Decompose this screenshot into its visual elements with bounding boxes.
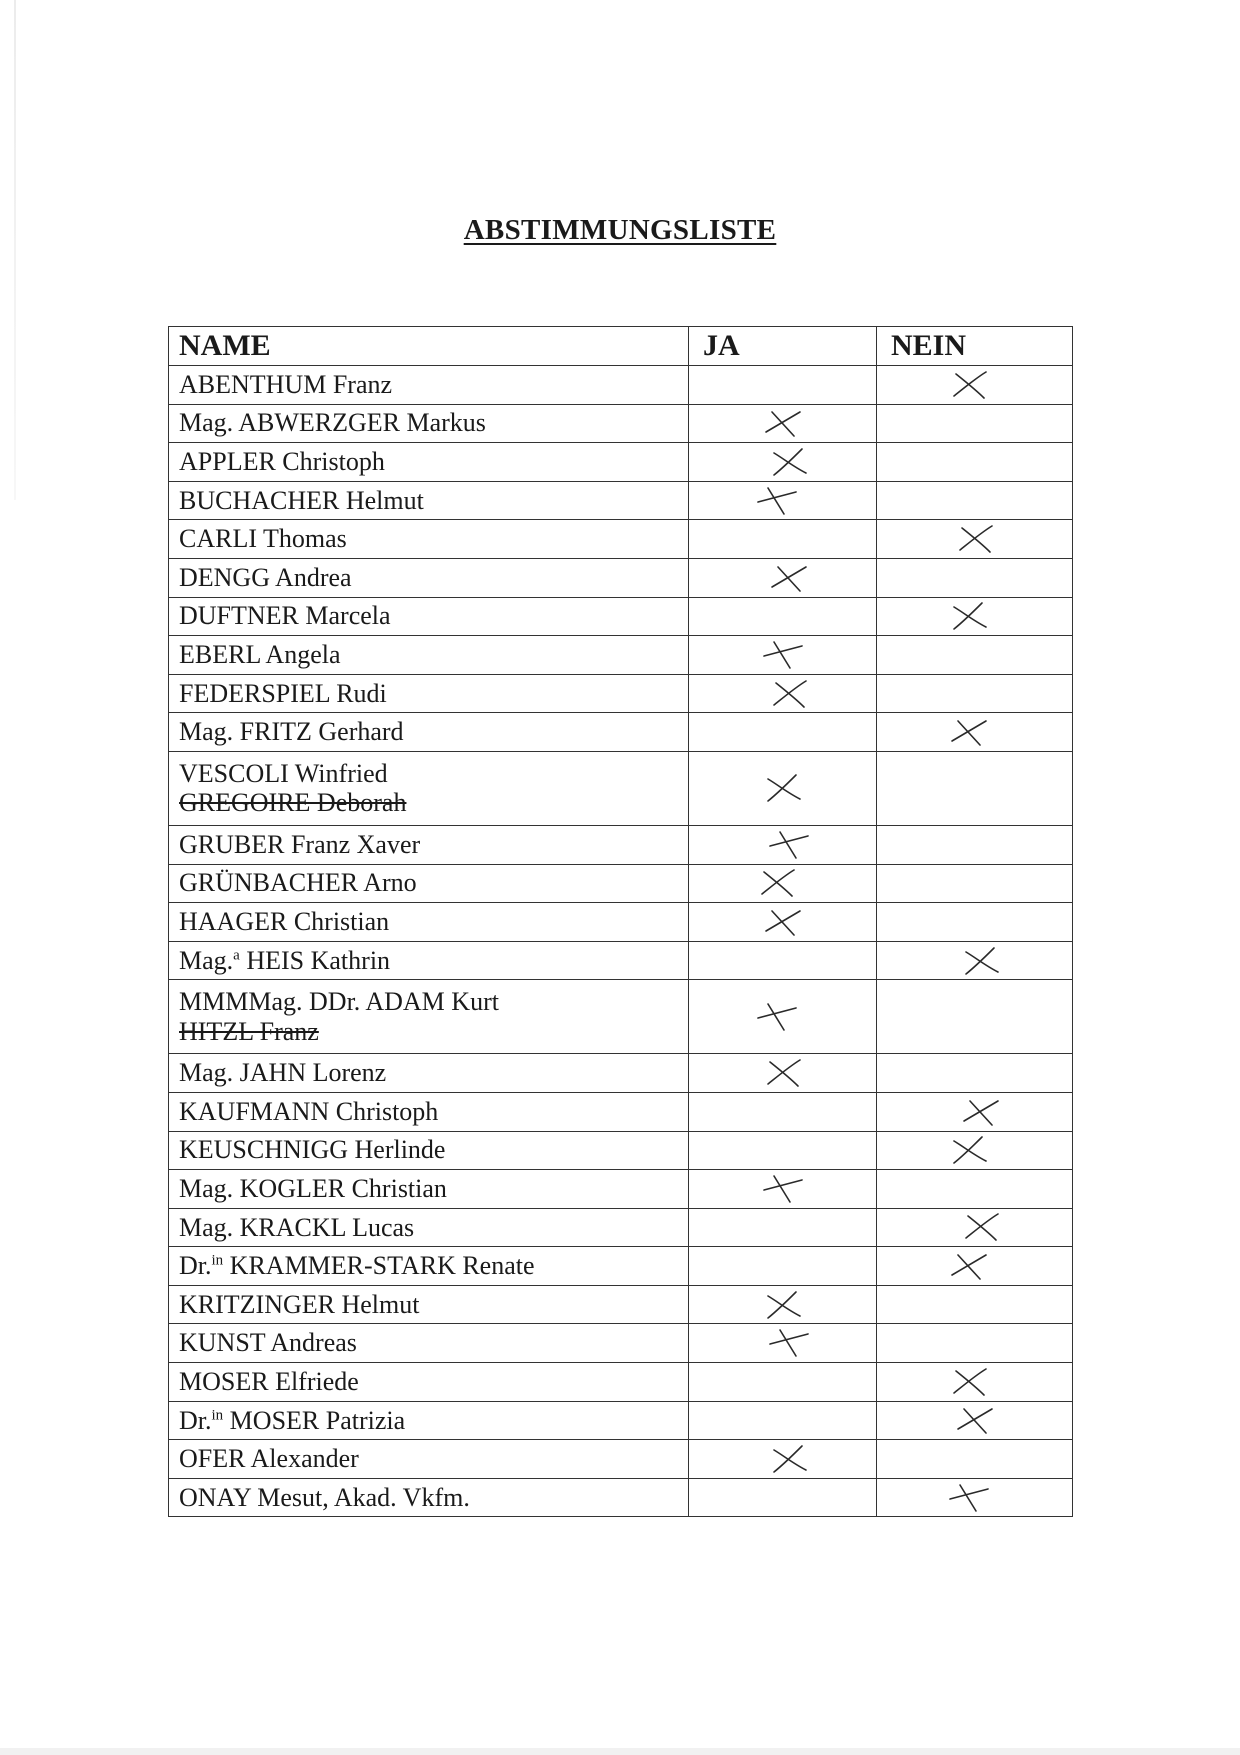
nein-cell <box>877 1363 1072 1401</box>
cross-mark-icon <box>754 866 800 900</box>
table-row <box>169 825 1072 864</box>
member-name: Mag. ABWERZGER Markus <box>179 408 486 438</box>
title-superscript: in <box>211 1406 224 1423</box>
nein-cell <box>877 598 1072 636</box>
nein-cell <box>877 752 1072 825</box>
cross-mark-icon <box>760 905 806 939</box>
member-name: Mag. KOGLER Christian <box>179 1173 447 1203</box>
table-row <box>169 365 1072 404</box>
name-cell <box>169 980 689 1053</box>
name-cell <box>169 636 689 674</box>
cross-mark-icon <box>958 1095 1004 1129</box>
name-cell <box>169 752 689 825</box>
cross-mark-icon <box>760 771 806 805</box>
table-row <box>169 481 1072 520</box>
member-name: DUFTNER Marcela <box>179 601 391 631</box>
ja-cell <box>689 1402 877 1440</box>
ja-cell <box>689 559 877 597</box>
ja-cell <box>689 366 877 404</box>
name-cell <box>169 1324 689 1362</box>
member-name: HAAGER Christian <box>179 906 390 936</box>
table-row <box>169 597 1072 636</box>
cross-mark-icon <box>958 1210 1004 1244</box>
table-row <box>169 1053 1072 1092</box>
name-cell <box>169 942 689 980</box>
nein-cell <box>877 1479 1072 1517</box>
table-row <box>169 1285 1072 1324</box>
struck-name: GREGOIRE Deborah <box>179 788 407 818</box>
table-row <box>169 979 1072 1053</box>
nein-cell <box>877 942 1072 980</box>
table-row <box>169 751 1072 825</box>
nein-cell <box>877 1247 1072 1285</box>
cross-mark-icon <box>760 638 806 672</box>
table-row <box>169 1246 1072 1285</box>
table-row <box>169 1169 1072 1208</box>
scan-edge <box>14 0 16 500</box>
member-name: Mag. JAHN Lorenz <box>179 1058 387 1088</box>
table-row <box>169 1401 1072 1440</box>
ja-cell <box>689 826 877 864</box>
cross-mark-icon <box>766 445 812 479</box>
name-cell <box>169 865 689 903</box>
cross-mark-icon <box>946 599 992 633</box>
member-name: Mag. KRACKL Lucas <box>179 1212 415 1242</box>
name-cell <box>169 1363 689 1401</box>
ja-cell <box>689 1363 877 1401</box>
page-title: ABSTIMMUNGSLISTE <box>463 214 777 246</box>
member-title: Dr. <box>179 1405 212 1435</box>
table-row <box>169 1439 1072 1478</box>
cross-mark-icon <box>754 484 800 518</box>
cross-mark-icon <box>760 1056 806 1090</box>
ja-cell <box>689 520 877 558</box>
member-title: Mag. <box>179 945 234 975</box>
name-cell <box>169 598 689 636</box>
member-name: KUNST Andreas <box>179 1328 357 1358</box>
member-name: CARLI Thomas <box>179 524 347 554</box>
name-cell <box>169 1440 689 1478</box>
nein-cell <box>877 1054 1072 1092</box>
name-cell <box>169 903 689 941</box>
cross-mark-icon <box>952 522 998 556</box>
ja-cell <box>689 675 877 713</box>
table-row <box>169 864 1072 903</box>
ja-cell <box>689 1170 877 1208</box>
member-name <box>179 946 390 976</box>
table-row <box>169 1362 1072 1401</box>
member-name: ONAY Mesut, Akad. Vkfm. <box>179 1482 470 1512</box>
nein-cell <box>877 1440 1072 1478</box>
ja-cell <box>689 1209 877 1247</box>
nein-cell <box>877 826 1072 864</box>
nein-cell <box>877 865 1072 903</box>
table-row <box>169 1478 1072 1517</box>
table-row <box>169 1208 1072 1247</box>
nein-cell <box>877 1286 1072 1324</box>
cross-mark-icon <box>946 1249 992 1283</box>
name-cell <box>169 675 689 713</box>
name-cell <box>169 1479 689 1517</box>
member-name: KAUFMANN Christoph <box>179 1096 439 1126</box>
member-name <box>179 1406 405 1436</box>
member-name: KRITZINGER Helmut <box>179 1289 420 1319</box>
nein-cell <box>877 366 1072 404</box>
scan-edge <box>0 1748 1240 1755</box>
table-row <box>169 558 1072 597</box>
cross-mark-icon <box>760 406 806 440</box>
member-name: EBERL Angela <box>179 640 341 669</box>
name-cell <box>169 443 689 481</box>
nein-cell <box>877 1402 1072 1440</box>
table-header-row <box>169 327 1072 365</box>
member-name: FEDERSPIEL Rudi <box>179 678 387 708</box>
table-row <box>169 712 1072 751</box>
member-name: MMMMag. DDr. ADAM Kurt <box>179 986 499 1016</box>
name-cell <box>169 520 689 558</box>
nein-cell <box>877 1209 1072 1247</box>
ja-cell <box>689 443 877 481</box>
member-name: APPLER Christoph <box>179 447 385 477</box>
nein-cell <box>877 713 1072 751</box>
ja-cell <box>689 1440 877 1478</box>
name-cell <box>169 1286 689 1324</box>
cross-mark-icon <box>760 1288 806 1322</box>
table-row <box>169 442 1072 481</box>
nein-cell <box>877 903 1072 941</box>
name-cell <box>169 1402 689 1440</box>
nein-cell <box>877 1132 1072 1170</box>
member-name: MOSER Elfriede <box>179 1366 359 1396</box>
table-row <box>169 635 1072 674</box>
cross-mark-icon <box>760 1172 806 1206</box>
vote-table <box>168 326 1073 1517</box>
ja-cell <box>689 405 877 443</box>
table-row <box>169 519 1072 558</box>
member-name: OFER Alexander <box>179 1444 359 1474</box>
table-row <box>169 1131 1072 1170</box>
nein-cell <box>877 1093 1072 1131</box>
ja-cell <box>689 1093 877 1131</box>
member-name: GRUBER Franz Xaver <box>179 829 421 859</box>
member-name: DENGG Andrea <box>179 562 352 592</box>
ja-cell <box>689 1479 877 1517</box>
nein-cell <box>877 520 1072 558</box>
ja-cell <box>689 1247 877 1285</box>
name-cell <box>169 1132 689 1170</box>
cross-mark-icon <box>754 1000 800 1034</box>
nein-cell <box>877 675 1072 713</box>
member-name: Mag. FRITZ Gerhard <box>179 717 404 747</box>
member-name: BUCHACHER Helmut <box>179 485 424 515</box>
name-cell <box>169 1170 689 1208</box>
member-surname: MOSER Patrizia <box>223 1405 406 1435</box>
header-name: NAME <box>169 327 689 365</box>
cross-mark-icon <box>946 1133 992 1167</box>
nein-cell <box>877 405 1072 443</box>
nein-cell <box>877 980 1072 1053</box>
name-cell <box>169 559 689 597</box>
nein-cell <box>877 1324 1072 1362</box>
table-row <box>169 404 1072 443</box>
member-name: GRÜNBACHER Arno <box>179 868 417 898</box>
table-row <box>169 902 1072 941</box>
member-surname: HEIS Kathrin <box>239 945 391 975</box>
name-cell <box>169 1209 689 1247</box>
cross-mark-icon <box>946 715 992 749</box>
cross-mark-icon <box>766 828 812 862</box>
ja-cell <box>689 482 877 520</box>
member-title: Dr. <box>179 1251 212 1281</box>
ja-cell <box>689 1054 877 1092</box>
table-row <box>169 674 1072 713</box>
ja-cell <box>689 713 877 751</box>
table-row <box>169 941 1072 980</box>
title-superscript: a <box>233 946 240 963</box>
name-cell <box>169 1054 689 1092</box>
ja-cell <box>689 1132 877 1170</box>
ja-cell <box>689 636 877 674</box>
nein-cell <box>877 1170 1072 1208</box>
ja-cell <box>689 1324 877 1362</box>
header-nein: NEIN <box>891 328 967 362</box>
cross-mark-icon <box>952 1403 998 1437</box>
name-cell <box>169 405 689 443</box>
cross-mark-icon <box>766 677 812 711</box>
nein-cell <box>877 482 1072 520</box>
nein-cell <box>877 443 1072 481</box>
struck-name: HITZL Franz <box>179 1016 319 1046</box>
nein-cell <box>877 636 1072 674</box>
name-cell <box>169 1093 689 1131</box>
ja-cell <box>689 752 877 825</box>
name-cell <box>169 826 689 864</box>
member-surname: KRAMMER-STARK Renate <box>223 1251 535 1281</box>
name-cell <box>169 482 689 520</box>
member-name <box>179 1251 535 1281</box>
ja-cell <box>689 1286 877 1324</box>
cross-mark-icon <box>958 944 1004 978</box>
cross-mark-icon <box>946 368 992 402</box>
name-cell <box>169 366 689 404</box>
member-name: ABENTHUM Franz <box>179 369 393 399</box>
cross-mark-icon <box>766 1442 812 1476</box>
ja-cell <box>689 942 877 980</box>
name-cell <box>169 1247 689 1285</box>
cross-mark-icon <box>766 1326 812 1360</box>
ja-cell <box>689 980 877 1053</box>
cross-mark-icon <box>946 1365 992 1399</box>
table-row <box>169 1323 1072 1362</box>
ja-cell <box>689 903 877 941</box>
header-ja: JA <box>689 327 877 365</box>
nein-cell <box>877 559 1072 597</box>
cross-mark-icon <box>946 1481 992 1515</box>
member-name: VESCOLI Winfried <box>179 758 388 788</box>
name-cell <box>169 713 689 751</box>
ja-cell <box>689 865 877 903</box>
member-name: KEUSCHNIGG Herlinde <box>179 1135 446 1165</box>
cross-mark-icon <box>766 561 812 595</box>
table-row <box>169 1092 1072 1131</box>
title-superscript: in <box>211 1252 224 1269</box>
ja-cell <box>689 598 877 636</box>
